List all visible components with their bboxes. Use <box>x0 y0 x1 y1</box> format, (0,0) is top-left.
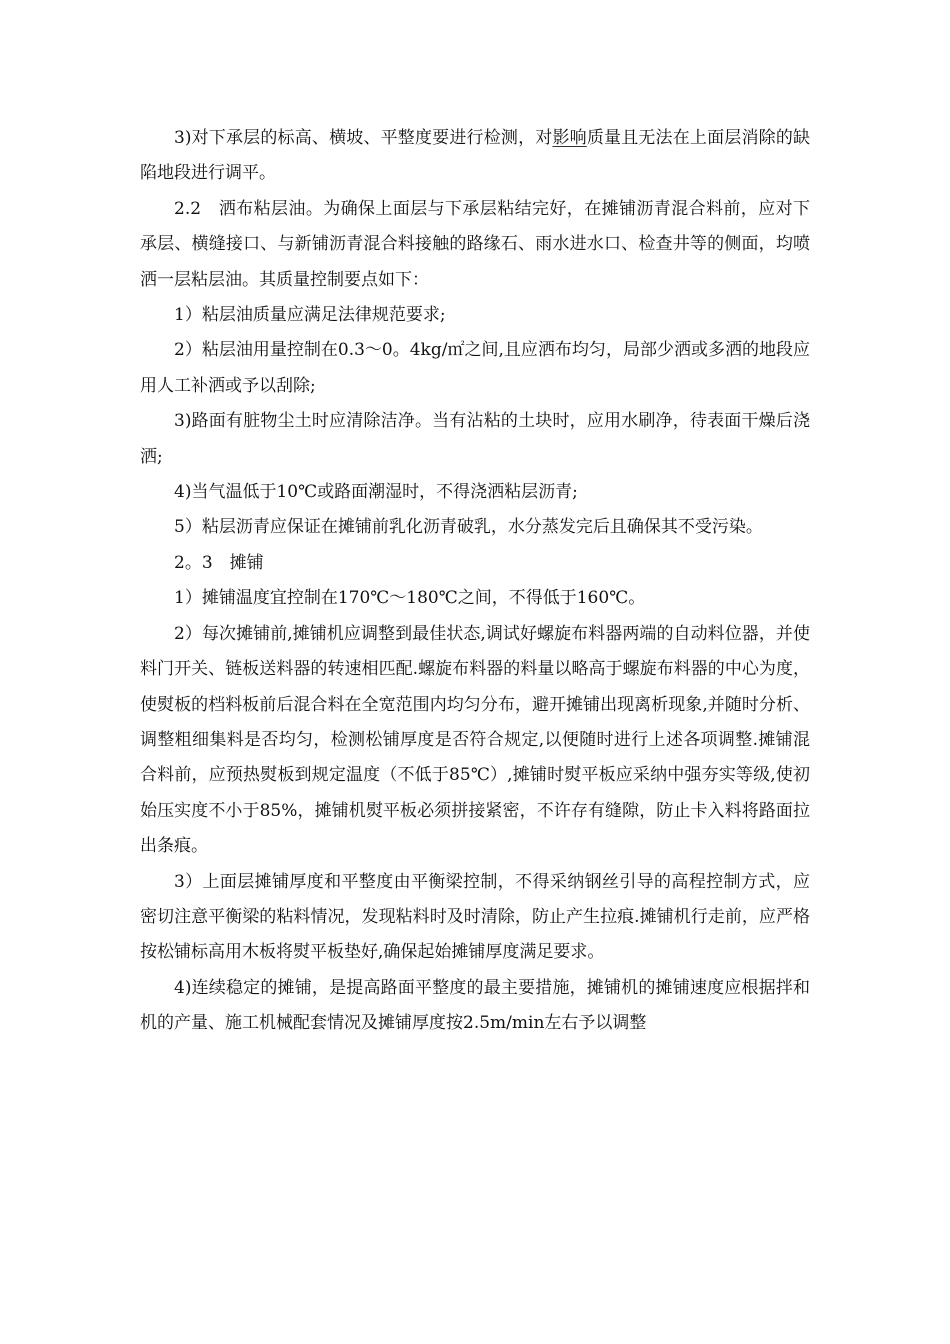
paragraph-paving-item-2: 2）每次摊铺前,摊铺机应调整到最佳状态,调试好螺旋布料器两端的自动料位器，并使料门开关、链板送料器的转速相匹配.螺旋布料器的料量以略高于螺旋布料器的中心为度，使熨板的档料板前后混合料在全宽范围内均匀分布，避开摊铺出现离析现象,并随时分析、调整粗细集料是否均匀，检测松铺厚度是否符合规定,以便随时进行上述各项调整.摊铺混合料前，应预热熨板到规定温度（不低于85℃）,摊铺时熨平板应采纳中强夯实等级,使初始压实度不小于85%，摊铺机熨平板必须拼接紧密，不许存有缝隙，防止卡入料将路面拉出条痕。 <box>140 623 810 857</box>
paragraph-tack-coat-item-3: 3)路面有脏物尘土时应清除洁净。当有沾粘的土块时，应用水刷净，待表面干燥后浇洒; <box>140 411 810 467</box>
paragraph-tack-coat-item-1: 1）粘层油质量应满足法律规范要求; <box>174 305 446 326</box>
document-body <box>140 121 810 1042</box>
paragraph-base-check <box>140 121 810 192</box>
paragraph-text: 3)对下承层的标高、横坡、平整度要进行检测，对 <box>174 128 553 148</box>
paragraph-paving-item-3: 3）上面层摊铺厚度和平整度由平衡梁控制，不得采纳钢丝引导的高程控制方式，应密切注意平衡梁的粘料情况，发现粘料时及时清除，防止产生拉痕.摊铺机行走前，应严格按松铺标高用木板将熨平板垫好,确保起始摊铺厚度满足要求。 <box>140 871 810 963</box>
paragraph-tack-coat-item-4: 4)当气温低于10℃或路面潮湿时，不得浇洒粘层沥青; <box>174 482 578 503</box>
underlined-term: 影响 <box>552 128 587 148</box>
paragraph-text: 质量且无法在上面层消除的缺陷地段进行调平。 <box>140 128 811 184</box>
paragraph-tack-coat-item-5: 5）粘层沥青应保证在摊铺前乳化沥青破乳，水分蒸发完后且确保其不受污染。 <box>174 517 763 538</box>
paragraph-tack-coat-heading: 2.2 洒布粘层油。为确保上面层与下承层粘结完好，在摊铺沥青混合料前，应对下承层、横缝接口、与新铺沥青混合料接触的路缘石、雨水进水口、检查井等的侧面，均喷洒一层粘层油。其质量控制要点如下： <box>140 198 810 290</box>
section-heading-paving: 2。3 摊铺 <box>174 552 264 573</box>
paragraph-tack-coat-item-2: 2）粘层油用量控制在0.3～0。4kg/㎡之间,且应洒布均匀，局部少洒或多洒的地段应用人工补洒或予以刮除; <box>140 340 810 396</box>
paragraph-paving-item-4: 4)连续稳定的摊铺，是提高路面平整度的最主要措施，摊铺机的摊铺速度应根据拌和机的产量、施工机械配套情况及摊铺厚度按2.5m/min左右予以调整 <box>140 977 810 1034</box>
paragraph-paving-item-1: 1）摊铺温度宜控制在170℃～180℃之间，不得低于160℃。 <box>174 588 646 609</box>
